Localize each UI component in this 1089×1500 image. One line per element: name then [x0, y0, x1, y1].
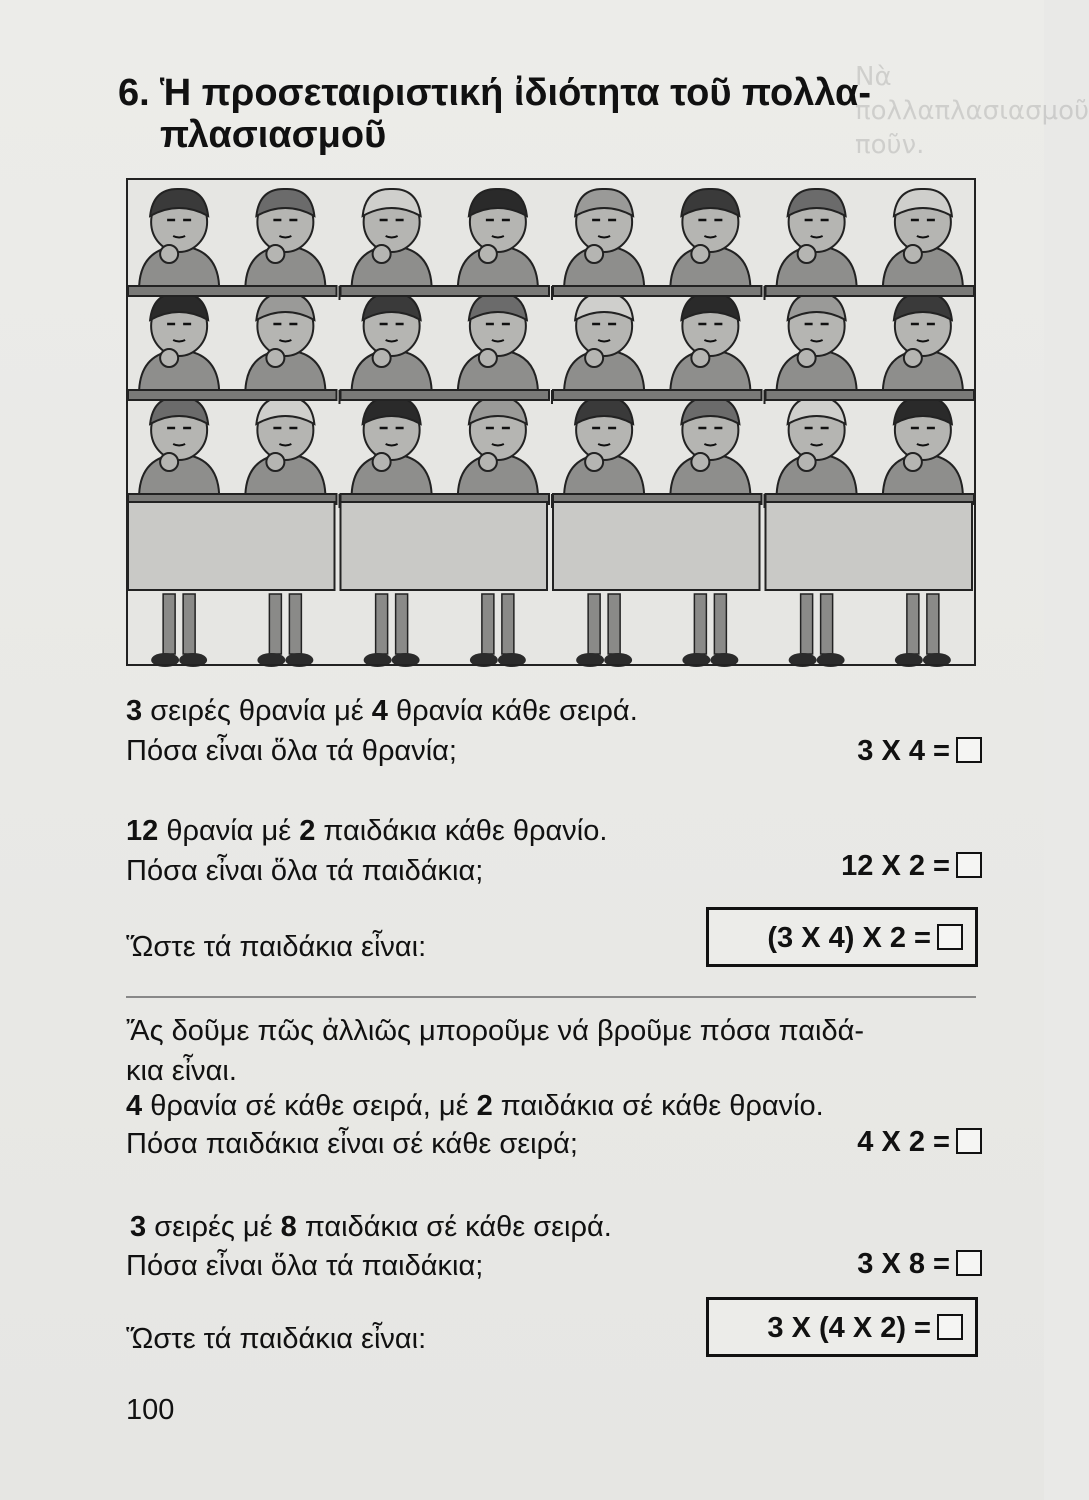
problem1-statement: 3 σειρές θρανία μέ 4 θρανία κάθε σειρά.	[126, 695, 638, 727]
section-divider	[126, 996, 976, 998]
problem4-statement: 3 σειρές μέ 8 παιδάκια σέ κάθε σειρά.	[130, 1211, 612, 1243]
problem3-statement: 4 θρανία σέ κάθε σειρά, μέ 2 παιδάκια σέ κάθε θρανίο.	[126, 1090, 824, 1122]
answer-box[interactable]	[937, 1314, 963, 1340]
conclusion2-framed-equation: 3 X (4 X 2) =	[706, 1297, 978, 1357]
conclusion1-text: Ὥστε τά παιδάκια εἶναι:	[126, 931, 427, 963]
answer-box[interactable]	[956, 737, 982, 763]
intro2-line-2: κια εἶναι.	[126, 1055, 237, 1087]
problem3-question: Πόσα παιδάκια εἶναι σέ κάθε σειρά;	[126, 1128, 578, 1160]
answer-box[interactable]	[937, 924, 963, 950]
section-title	[118, 72, 938, 156]
conclusion1-framed-equation: (3 X 4) X 2 =	[706, 907, 978, 967]
problem4-question: Πόσα εἶναι ὅλα τά παιδάκια;	[126, 1250, 484, 1282]
section-number: 6.	[118, 72, 150, 114]
classroom-illustration	[126, 178, 976, 666]
title-line-1: Ἡ προσεταιριστική ἰδιότητα τοῦ πολλα-	[160, 72, 872, 114]
intro2-line-1: Ἄς δοῦμε πῶς ἀλλιῶς μποροῦμε νά βροῦμε πόσα παιδά-	[126, 1015, 865, 1047]
conclusion2-text: Ὥστε τά παιδάκια εἶναι:	[126, 1323, 427, 1355]
bleed-through-text: Νὰ πολλαπλασιασμοῦ ποῦν.	[855, 62, 1089, 160]
problem1-question: Πόσα εἶναι ὅλα τά θρανία;	[126, 735, 457, 767]
problem3-equation: 4 X 2 =	[857, 1124, 982, 1160]
answer-box[interactable]	[956, 852, 982, 878]
problem2-equation: 12 X 2 =	[841, 848, 982, 884]
answer-box[interactable]	[956, 1128, 982, 1154]
title-line-2: πλασιασμοῦ	[160, 114, 387, 156]
answer-box[interactable]	[956, 1250, 982, 1276]
page-number: 100	[126, 1394, 175, 1426]
problem1-equation: 3 X 4 =	[857, 733, 982, 769]
problem4-equation: 3 X 8 =	[857, 1246, 982, 1282]
problem2-statement: 12 θρανία μέ 2 παιδάκια κάθε θρανίο.	[126, 815, 608, 847]
problem2-question: Πόσα εἶναι ὅλα τά παιδάκια;	[126, 855, 484, 887]
